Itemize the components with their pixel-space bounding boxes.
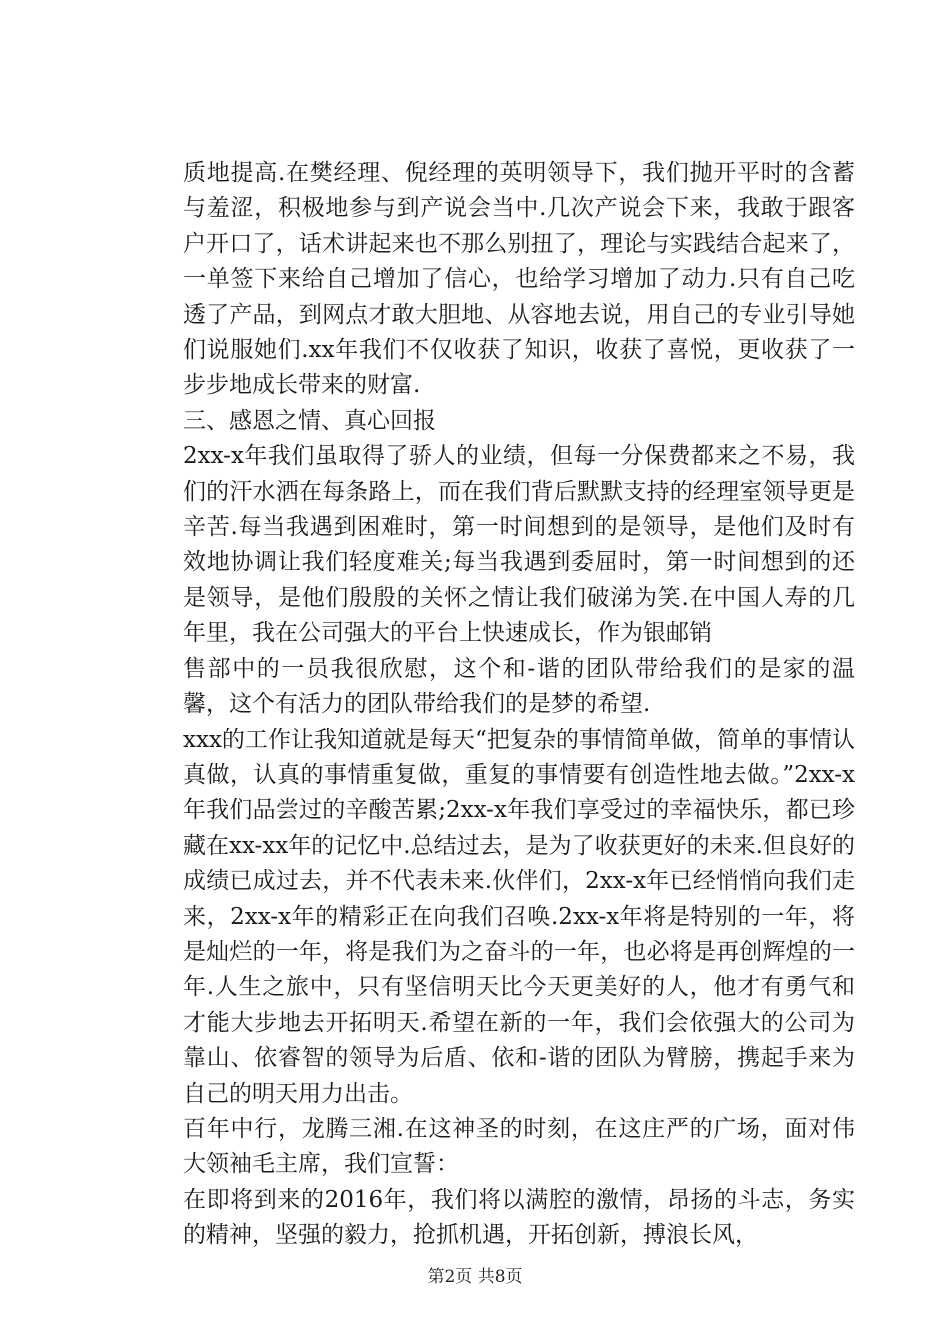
page-footer: 第2页 共8页	[427, 1267, 523, 1287]
paragraph-2: 2xx-x年我们虽取得了骄人的业绩，但每一分保费都来之不易，我们的汗水洒在每条路上，而在我们背后默默支持的经理室领导更是辛苦.每当我遇到困难时，第一时间想到的是领导，是他们及时有效地协调让我们轻度难关;每当我遇到委屈时，第一时间想到的还是领导，是他们殷殷的关怀之情让我们破涕为笑.在中国人寿的几年里，我在公司强大的平台上快速成长，作为银邮销	[183, 443, 855, 647]
paragraph-1: 质地提高.在樊经理、倪经理的英明领导下，我们抛开平时的含蓄与羞涩，积极地参与到产说会当中.几次产说会下来，我敢于跟客户开口了，话术讲起来也不那么别扭了，理论与实践结合起来了，一单签下来给自己增加了信心，也给学习增加了动力.只有自己吃透了产品，到网点才敢大胆地、从容地去说，用自己的专业引导她们说服她们.xx年我们不仅收获了知识，收获了喜悦，更收获了一步步地成长带来的财富.	[183, 160, 855, 399]
paragraph-4: xxx的工作让我知道就是每天“把复杂的事情简单做，简单的事情认真做，认真的事情重复做，重复的事情要有创造性地去做。”2xx-x年我们品尝过的辛酸苦累;2xx-x年我们享受过的幸福快乐，都已珍藏在xx-xx年的记忆中.总结过去，是为了收获更好的未来.但良好的成绩已成过去，并不代表未来.伙伴们，2xx-x年已经悄悄向我们走来，2xx-x年的精彩正在向我们召唤.2xx-x年将是特别的一年，将是灿烂的一年，将是我们为之奋斗的一年，也必将是再创辉煌的一年.人生之旅中，只有坚信明天比今天更美好的人，他才有勇气和才能大步地去开拓明天.希望在新的一年，我们会依强大的公司为靠山、依睿智的领导为后盾、依和-谐的团队为臂膀，携起手来为自己的明天用力出击。	[183, 726, 855, 1107]
paragraph-6: 在即将到来的2016年，我们将以满腔的激情，昂扬的斗志，务实的精神，坚强的毅力，抢抓机遇，开拓创新，搏浪长风，	[183, 1186, 855, 1249]
paragraph-5: 百年中行，龙腾三湘.在这神圣的时刻，在这庄严的广场，面对伟大领袖毛主席，我们宣誓：	[183, 1115, 855, 1178]
paragraph-3: 售部中的一员我很欣慰，这个和-谐的团队带给我们的是家的温馨，这个有活力的团队带给我们的是梦的希望.	[183, 655, 855, 718]
section-heading-3: 三、感恩之情、真心回报	[183, 407, 436, 434]
document-body	[183, 156, 855, 1254]
